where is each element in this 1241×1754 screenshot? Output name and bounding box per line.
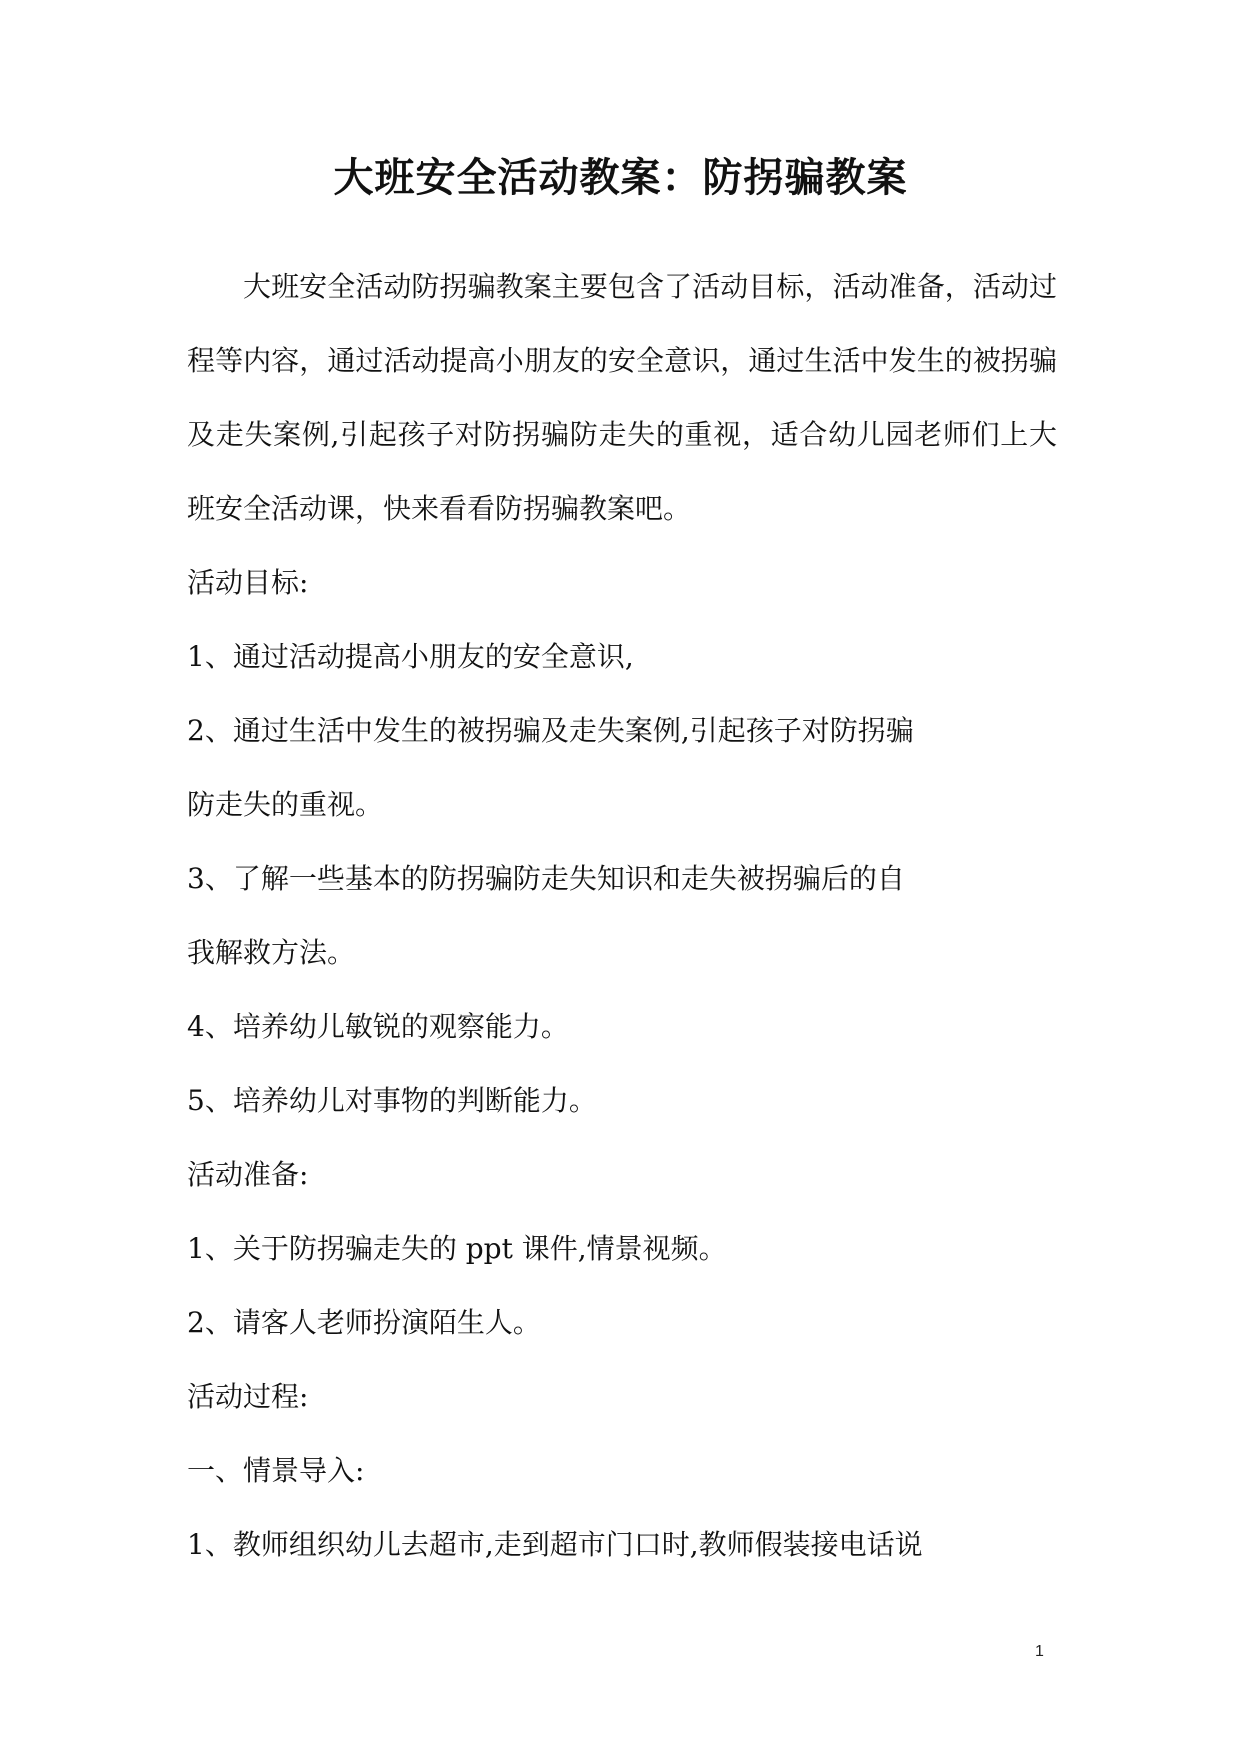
process-item-1: 1、教师组织幼儿去超市,走到超市门口时,教师假装接电话说 (187, 1528, 923, 1561)
process-subheading-1: 一、情景导入: (187, 1454, 365, 1487)
objective-item-4: 4、培养幼儿敏锐的观察能力。 (187, 1010, 569, 1043)
preparation-item-2: 2、请客人老师扮演陌生人。 (187, 1306, 541, 1339)
document-title: 大班安全活动教案：防拐骗教案 (333, 154, 908, 201)
objective-item-3-continued: 我解救方法。 (187, 936, 356, 969)
preparation-item-1: 1、关于防拐骗走失的 ppt 课件,情景视频。 (187, 1232, 727, 1265)
intro-paragraph: 大班安全活动防拐骗教案主要包含了活动目标，活动准备，活动过程等内容，通过活动提高小朋友的安全意识，通过生活中发生的被拐骗及走失案例,引起孩子对防拐骗防走失的重视，适合幼儿园老师们上大班安全活动课，快来看看防拐骗教案吧。 (187, 270, 1057, 525)
objective-item-2: 2、通过生活中发生的被拐骗及走失案例,引起孩子对防拐骗 (187, 714, 914, 747)
document-body (187, 250, 1057, 1582)
section-heading-preparation: 活动准备: (187, 1158, 309, 1191)
section-heading-objectives: 活动目标: (187, 566, 309, 599)
objective-item-3: 3、了解一些基本的防拐骗防走失知识和走失被拐骗后的自 (187, 862, 905, 895)
objective-item-5: 5、培养幼儿对事物的判断能力。 (187, 1084, 597, 1117)
objective-item-2-continued: 防走失的重视。 (187, 788, 384, 821)
section-heading-process: 活动过程: (187, 1380, 309, 1413)
page-number: 1 (1035, 1643, 1044, 1660)
objective-item-1: 1、通过活动提高小朋友的安全意识, (187, 640, 634, 673)
